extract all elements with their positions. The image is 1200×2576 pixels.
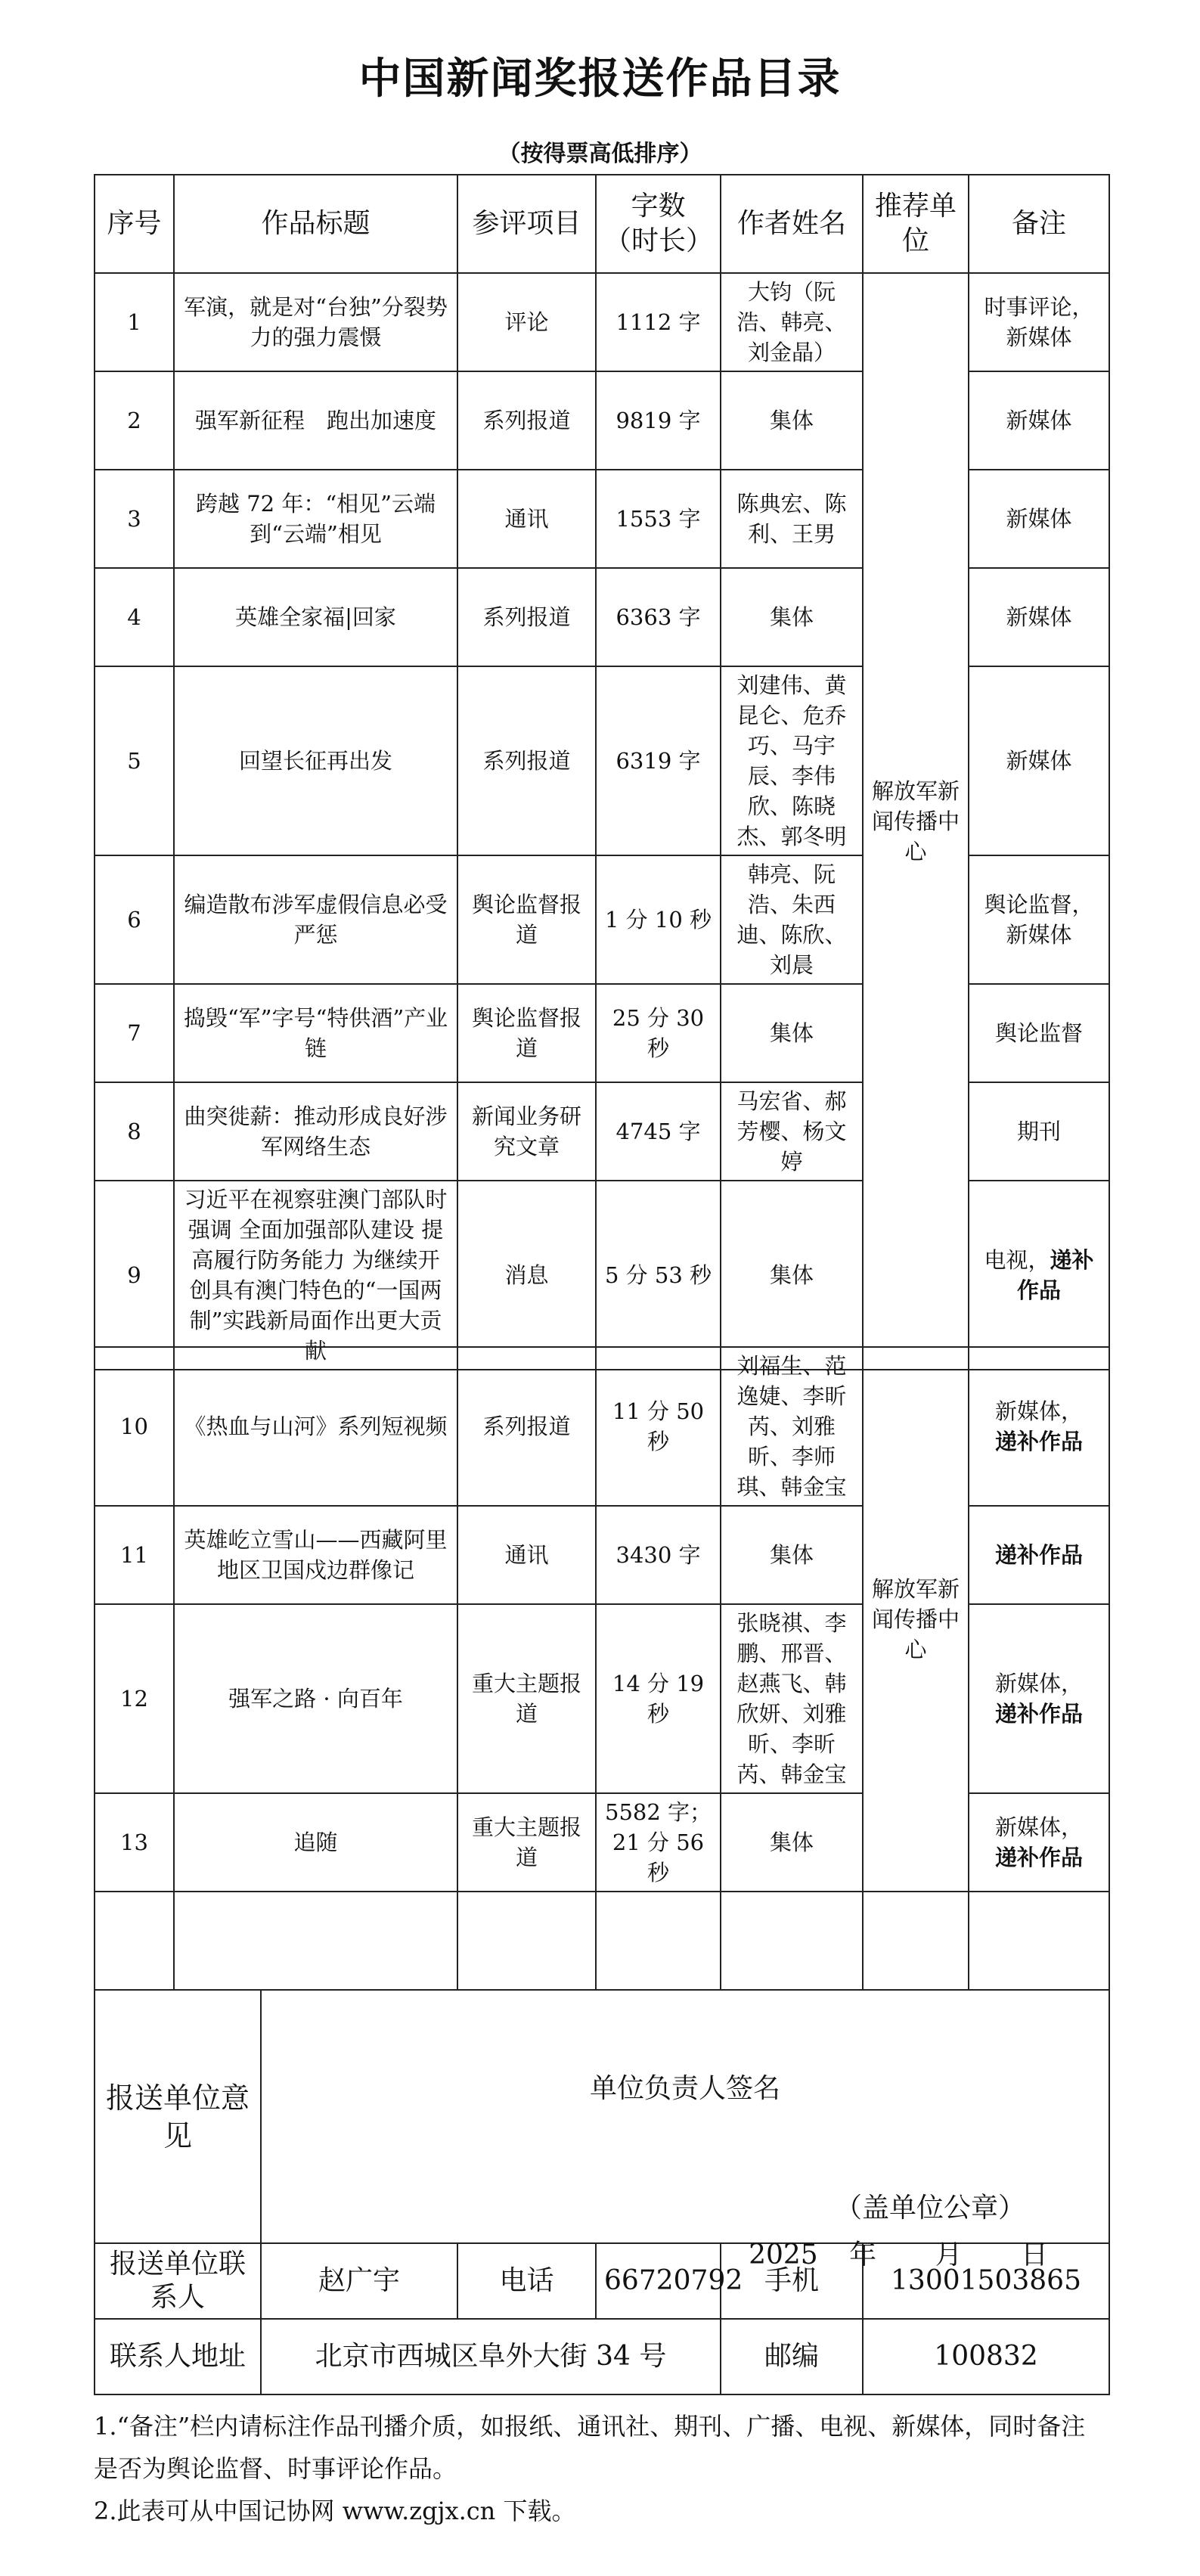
- row-index: 4: [95, 568, 174, 666]
- address-value: 北京市西城区阜外大街 34 号: [261, 2319, 721, 2394]
- empty-cell: [174, 1892, 457, 1990]
- row-title: 强军新征程 跑出加速度: [174, 371, 457, 470]
- date-label: 2025 年 月 日: [749, 2239, 1049, 2270]
- row-remarks: [969, 1347, 1109, 1506]
- header-work-title: 作品标题: [174, 175, 457, 273]
- length-duration: 21 分 56 秒: [612, 1830, 705, 1885]
- row-length: 3430 字: [596, 1506, 721, 1604]
- row-authors: 陈典宏、陈利、王男: [721, 470, 863, 568]
- row-remarks: 舆论监督，新媒体: [969, 855, 1109, 984]
- row-index: 3: [95, 470, 174, 568]
- row-length: 25 分 30 秒: [596, 984, 721, 1082]
- header-index: 序号: [95, 175, 174, 273]
- row-authors: 集体: [721, 1793, 863, 1892]
- mobile-label: 手机: [721, 2243, 863, 2319]
- row-category: 舆论监督报道: [457, 984, 596, 1082]
- row-length: [596, 1793, 721, 1892]
- row-index: 6: [95, 855, 174, 984]
- row-authors: 韩亮、阮浩、朱西迪、陈欣、刘晨: [721, 855, 863, 984]
- row-index: 8: [95, 1082, 174, 1181]
- phone-label: 电话: [457, 2243, 596, 2319]
- notes: [94, 2405, 1109, 2532]
- row-title: 英雄屹立雪山——西藏阿里地区卫国戍边群像记: [174, 1506, 457, 1604]
- works-table-part-2: [94, 1346, 1110, 2395]
- empty-cell: [863, 1892, 969, 1990]
- row-remarks: 新媒体: [969, 666, 1109, 855]
- row-length: 1 分 10 秒: [596, 855, 721, 984]
- row-authors: 集体: [721, 1181, 863, 1370]
- row-authors: 集体: [721, 568, 863, 666]
- row-index: 1: [95, 273, 174, 371]
- row-index: 10: [95, 1347, 174, 1506]
- row-index: 5: [95, 666, 174, 855]
- row-title: 英雄全家福|回家: [174, 568, 457, 666]
- empty-cell: [457, 1892, 596, 1990]
- row-title: 编造散布涉军虚假信息必受严惩: [174, 855, 457, 984]
- row-title: 跨越 72 年：“相见”云端到“云端”相见: [174, 470, 457, 568]
- row-authors: 集体: [721, 1506, 863, 1604]
- row-length: 11 分 50 秒: [596, 1347, 721, 1506]
- address-label: 联系人地址: [95, 2319, 261, 2394]
- table-row: [95, 1347, 1109, 1506]
- row-length: 1553 字: [596, 470, 721, 568]
- row-length: 6363 字: [596, 568, 721, 666]
- row-remarks: 时事评论，新媒体: [969, 273, 1109, 371]
- opinion-row: [95, 1990, 1109, 2243]
- row-authors: 刘福生、范逸婕、李昕芮、刘雅昕、李师琪、韩金宝: [721, 1347, 863, 1506]
- empty-row: [95, 1892, 1109, 1990]
- row-index: 13: [95, 1793, 174, 1892]
- row-category: 系列报道: [457, 666, 596, 855]
- row-remarks: [969, 1181, 1109, 1370]
- row-index: 11: [95, 1506, 174, 1604]
- row-title: 强军之路 · 向百年: [174, 1604, 457, 1793]
- remarks-substitute: 递补作品: [995, 1542, 1084, 1568]
- row-category: 消息: [457, 1181, 596, 1370]
- row-authors: 马宏省、郝芳樱、杨文婷: [721, 1082, 863, 1181]
- header-row: [95, 175, 1109, 273]
- remarks-medium: 电视，: [984, 1247, 1050, 1273]
- remarks-substitute: 递补作品: [1016, 1247, 1094, 1303]
- row-category: 重大主题报道: [457, 1604, 596, 1793]
- header-authors: 作者姓名: [721, 175, 863, 273]
- recommending-unit: 解放军新闻传播中心: [863, 273, 969, 1370]
- row-index: 2: [95, 371, 174, 470]
- contact-label: 报送单位联系人: [95, 2243, 261, 2319]
- address-row: [95, 2319, 1109, 2394]
- header-unit: 推荐单位: [863, 175, 969, 273]
- phone-number: 66720792: [596, 2243, 721, 2319]
- row-remarks: 新媒体: [969, 371, 1109, 470]
- row-index: 9: [95, 1181, 174, 1370]
- empty-cell: [721, 1892, 863, 1990]
- row-authors: 集体: [721, 371, 863, 470]
- signature-area: [261, 1990, 1109, 2270]
- document-title: 中国新闻奖报送作品目录: [358, 54, 842, 104]
- row-title: 军演，就是对“台独”分裂势力的强力震慑: [174, 273, 457, 371]
- row-category: 系列报道: [457, 568, 596, 666]
- row-authors: 大钧（阮浩、韩亮、刘金晶）: [721, 273, 863, 371]
- row-title: 捣毁“军”字号“特供酒”产业链: [174, 984, 457, 1082]
- row-title: 《热血与山河》系列短视频: [174, 1347, 457, 1506]
- remarks-substitute: 递补作品: [995, 1845, 1084, 1870]
- works-table-part-1: [94, 174, 1110, 1370]
- remarks-medium: 新媒体，: [995, 1814, 1084, 1840]
- note-2: 2.此表可从中国记协网 www.zgjx.cn 下载。: [94, 2497, 576, 2525]
- row-index: 12: [95, 1604, 174, 1793]
- seal-label: （盖单位公章）: [835, 2193, 1026, 2224]
- row-remarks: 舆论监督: [969, 984, 1109, 1082]
- remarks-substitute: 递补作品: [995, 1429, 1084, 1454]
- empty-cell: [969, 1892, 1109, 1990]
- row-title: 追随: [174, 1793, 457, 1892]
- zip-value: 100832: [863, 2319, 1109, 2394]
- row-title: 习近平在视察驻澳门部队时强调 全面加强部队建设 提高履行防务能力 为继续开创具有澳门特色的“一国两制”实践新局面作出更大贡献: [174, 1181, 457, 1370]
- length-words: 5582 字；: [605, 1799, 712, 1825]
- row-title: 回望长征再出发: [174, 666, 457, 855]
- remarks-substitute: 递补作品: [995, 1701, 1084, 1727]
- row-length: 1112 字: [596, 273, 721, 371]
- header-category: 参评项目: [457, 175, 596, 273]
- row-category: 通讯: [457, 1506, 596, 1604]
- row-remarks: 新媒体: [969, 470, 1109, 568]
- header-remarks: 备注: [969, 175, 1109, 273]
- row-index: 7: [95, 984, 174, 1082]
- note-1: 1.“备注”栏内请标注作品刊播介质，如报纸、通讯社、期刊、广播、电视、新媒体，同时备注是否为舆论监督、时事评论作品。: [94, 2412, 1086, 2483]
- row-authors: 集体: [721, 984, 863, 1082]
- row-length: 4745 字: [596, 1082, 721, 1181]
- remarks-medium: 新媒体，: [995, 1398, 1084, 1424]
- opinion-label: 报送单位意见: [95, 1990, 261, 2243]
- row-title: 曲突徙薪：推动形成良好涉军网络生态: [174, 1082, 457, 1181]
- row-length: 6319 字: [596, 666, 721, 855]
- zip-label: 邮编: [721, 2319, 863, 2394]
- row-category: 重大主题报道: [457, 1793, 596, 1892]
- row-remarks: 新媒体: [969, 568, 1109, 666]
- empty-cell: [95, 1892, 174, 1990]
- row-category: 通讯: [457, 470, 596, 568]
- row-category: 系列报道: [457, 371, 596, 470]
- row-category: 系列报道: [457, 1347, 596, 1506]
- row-remarks: 期刊: [969, 1082, 1109, 1181]
- remarks-medium: 新媒体，: [995, 1671, 1084, 1696]
- row-length: 14 分 19 秒: [596, 1604, 721, 1793]
- header-length: 字数（时长）: [596, 175, 721, 273]
- row-category: 舆论监督报道: [457, 855, 596, 984]
- row-length: 5 分 53 秒: [596, 1181, 721, 1370]
- row-remarks: [969, 1506, 1109, 1604]
- row-category: 新闻业务研究文章: [457, 1082, 596, 1181]
- empty-cell: [596, 1892, 721, 1990]
- row-remarks: [969, 1604, 1109, 1793]
- row-remarks: [969, 1793, 1109, 1892]
- row-authors: 刘建伟、黄昆仑、危乔巧、马宇辰、李伟欣、陈晓杰、郭冬明: [721, 666, 863, 855]
- row-length: 9819 字: [596, 371, 721, 470]
- recommending-unit: 解放军新闻传播中心: [863, 1347, 969, 1892]
- contact-name: 赵广宇: [261, 2243, 457, 2319]
- row-category: 评论: [457, 273, 596, 371]
- mobile-number: 13001503865: [863, 2243, 1109, 2319]
- row-authors: 张晓祺、李鹏、邢晋、赵燕飞、韩欣妍、刘雅昕、李昕芮、韩金宝: [721, 1604, 863, 1793]
- signature-label: 单位负责人签名: [590, 2073, 781, 2104]
- document-subtitle: （按得票高低排序）: [498, 141, 702, 167]
- table-row: [95, 273, 1109, 371]
